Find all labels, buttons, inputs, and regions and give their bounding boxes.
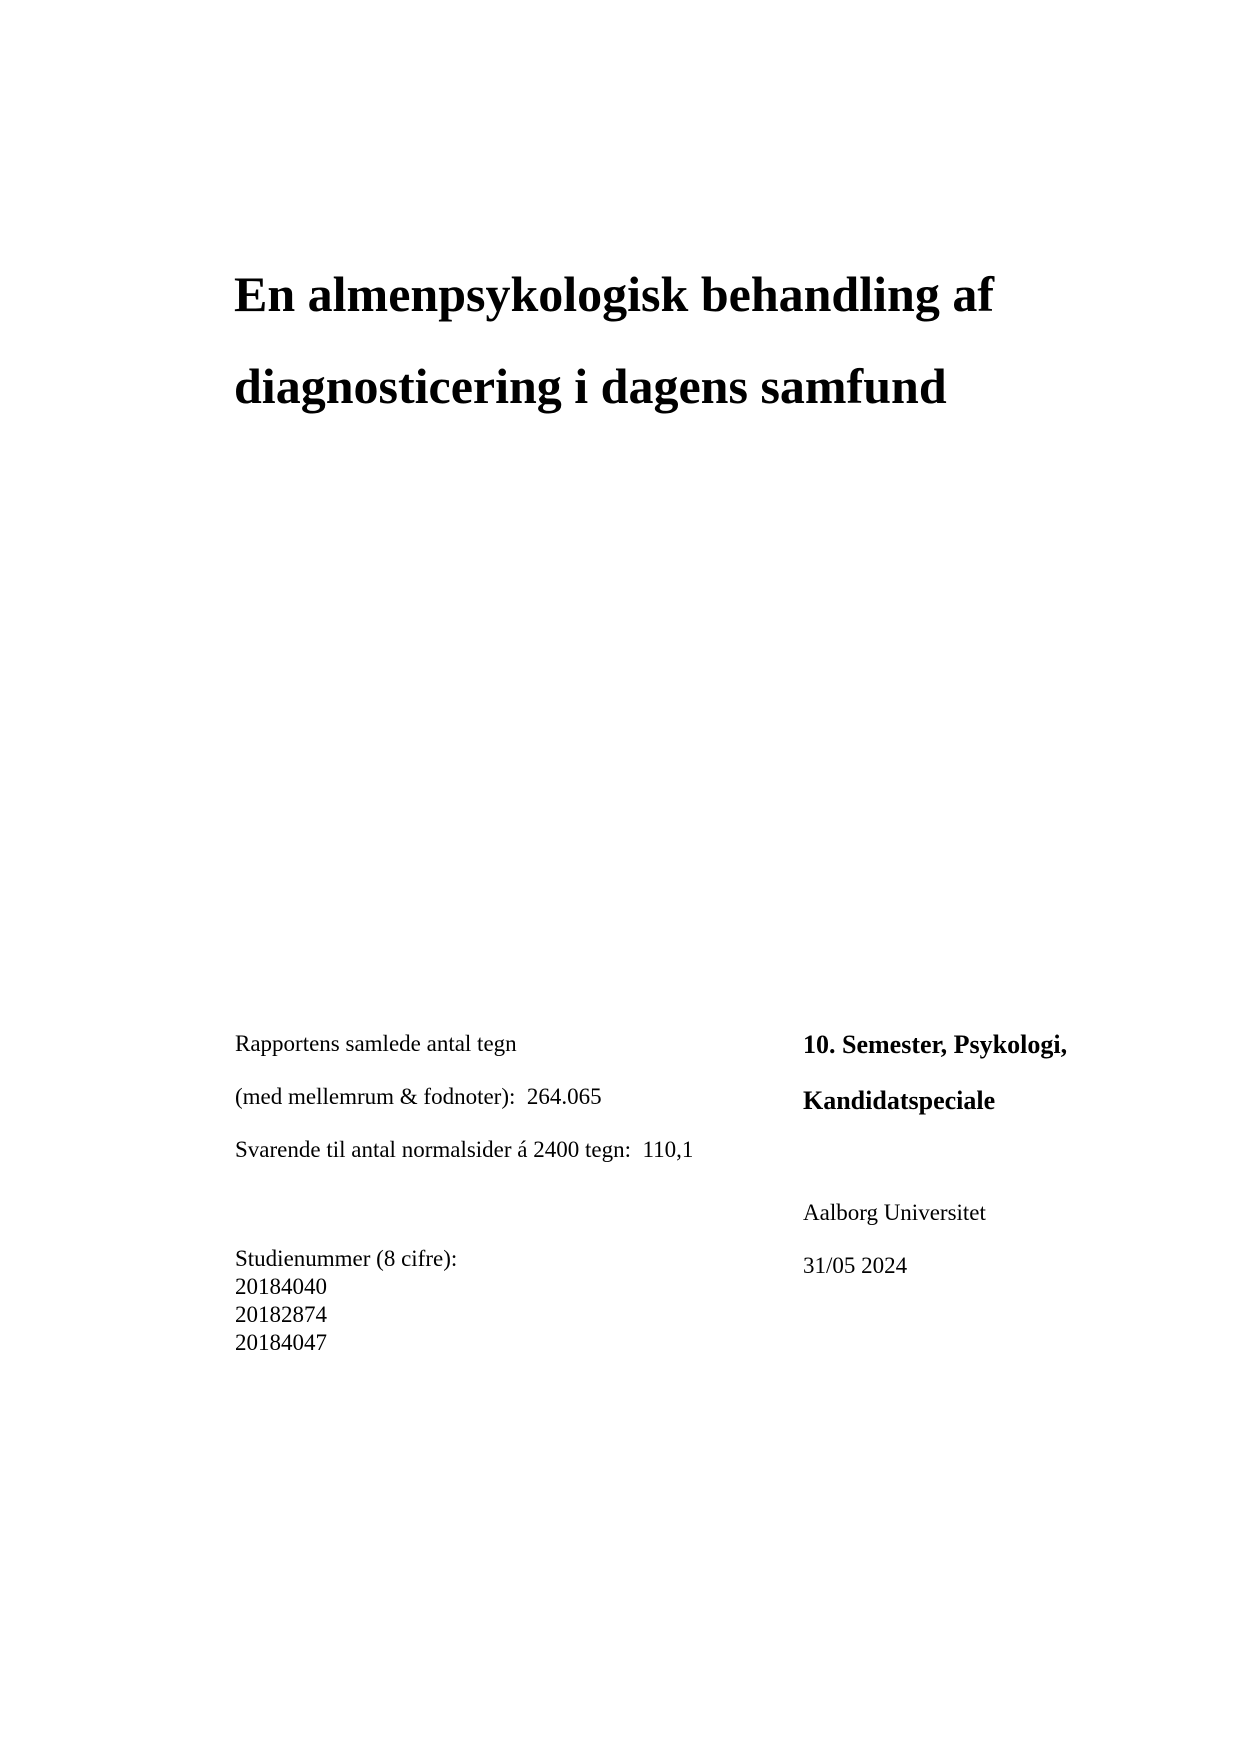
university-name: Aalborg Universitet [803,1200,986,1225]
student-number: 20184047 [235,1330,327,1355]
character-count-label: Rapportens samlede antal tegn [235,1031,517,1056]
course-type: Kandidatspeciale [803,1086,996,1115]
submission-date: 31/05 2024 [803,1253,908,1278]
course-semester: 10. Semester, Psykologi, [803,1030,1068,1059]
student-number: 20182874 [235,1302,327,1327]
normal-pages-value: Svarende til antal normalsider á 2400 tegn: 110,1 [235,1137,694,1162]
student-numbers-block [235,1245,457,1357]
character-count-value: (med mellemrum & fodnoter): 264.065 [235,1084,602,1109]
title-line-2: diagnosticering i dagens samfund [234,358,947,414]
student-numbers-label: Studienummer (8 cifre): [235,1246,458,1271]
document-title [234,248,1134,432]
title-line-1: En almenpsykologisk behandling af [234,266,994,322]
student-number: 20184040 [235,1274,327,1299]
